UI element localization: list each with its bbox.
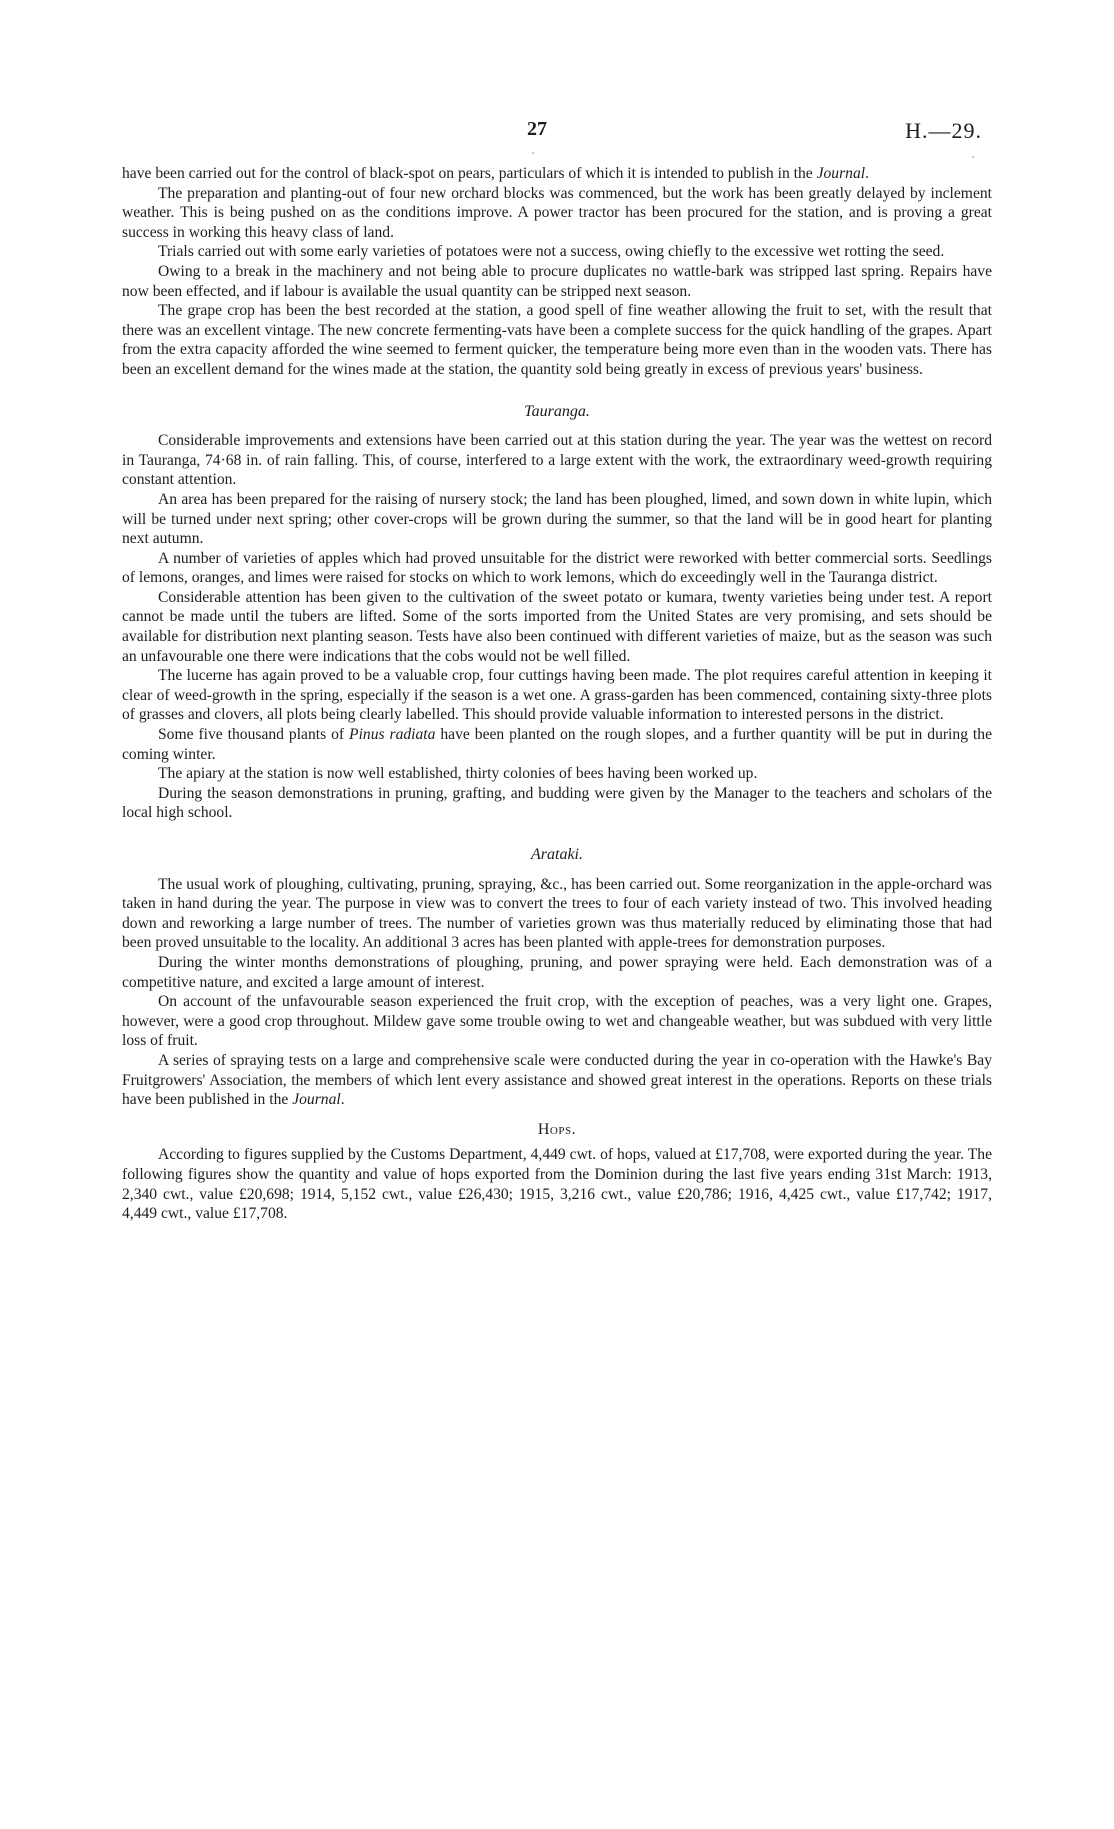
paragraph: During the season demonstrations in pruning, grafting, and budding were given by the Manager to the teachers and scholars of the local high school. — [122, 784, 992, 822]
paragraph: The preparation and planting-out of four new orchard blocks was commenced, but the work has been greatly delayed by inclement weather. This is being pushed on as the conditions improve. A power tractor has been procured for the station, and is proving a great success in working this heavy class of land. — [122, 184, 992, 241]
scan-speck — [972, 156, 974, 158]
section-hops — [122, 1120, 992, 1224]
page-body — [122, 164, 992, 1224]
section-arataki — [122, 845, 992, 1110]
page-header — [0, 118, 1114, 148]
paragraph: During the winter months demonstrations of ploughing, pruning, and power spraying were held. Each demonstration was of a competitive nature, and excited a large amount of interest. — [122, 953, 992, 991]
paragraph: The apiary at the station is now well established, thirty colonies of bees having been worked up. — [158, 765, 758, 783]
paragraph: According to figures supplied by the Customs Department, 4,449 cwt. of hops, valued at £17,708, were exported during the year. The following figures show the quantity and value of hops exported from the Dominion during the last five years ending 31st March: 1913, 2,340 cwt., value £20,698; 1914, 5,152 cwt., value £26,430; 1915, 3,216 cwt., value £20,786; 1916, 4,425 cwt., value £17,742; 1917, 4,449 cwt., value £17,708. — [122, 1146, 992, 1223]
section-heading-hops: Hops. — [537, 1120, 577, 1138]
section-tauranga — [122, 402, 992, 823]
paragraph: The grape crop has been the best recorded at the station, a good spell of fine weather allowing the fruit to set, with the result that there was an excellent vintage. The new concrete fermenting-vats have been a complete success for the quick handling of the grapes. Apart from the extra capacity afforded the wine seemed to ferment quicker, the temperature being more even than in the wooden vats. There has been an excellent demand for the wines made at the station, the quantity sold being greatly in excess of previous years' business. — [122, 302, 992, 378]
italic-term: Journal — [816, 165, 866, 182]
paragraph: On account of the unfavourable season experienced the fruit crop, with the exception of peaches, was a very light one. Grapes, however, were a good crop throughout. Mildew gave some trouble owing to wet and changeable weather, but was subdued with very little loss of fruit. — [122, 993, 992, 1050]
paragraph: Some five thousand plants of Pinus radiata have been planted on the rough slopes, and a further quantity will be put in during the coming winter. — [122, 726, 992, 763]
paragraph: A number of varieties of apples which had proved unsuitable for the district were reworked with better commercial sorts. Seedlings of lemons, oranges, and limes were raised for stocks on which to work lemons, which do exceedingly well in the Tauranga district. — [122, 549, 992, 587]
section-heading-tauranga: Tauranga. — [524, 402, 590, 420]
paragraph: have been carried out for the control of black-spot on pears, particulars of which it is intended to publish in the Journal. — [122, 165, 870, 182]
paragraph: Trials carried out with some early varieties of potatoes were not a success, owing chiefly to the excessive wet rotting the seed. — [158, 243, 945, 261]
italic-term: Pinus radiata — [349, 726, 436, 744]
page-number: 27 — [527, 118, 547, 140]
paragraph: An area has been prepared for the raising of nursery stock; the land has been ploughed, limed, and sown down in white lupin, which will be turned under next spring; other cover-crops will be grown during the summer, so that the land will be in good heart for planting next autumn. — [122, 490, 992, 548]
section-heading-arataki: Arataki. — [531, 846, 583, 863]
paragraph: The usual work of ploughing, cultivating, pruning, spraying, &c., has been carried out. Some reorganization in the apple-orchard was taken in hand during the year. The purpose in view was to convert the trees to four of each variety instead of two. This involved heading down and reworking a large number of trees. The number of varieties grown was thus materially reduced by eliminating those that had been proved unsuitable to the locality. An additional 3 acres has been planted with apple-trees for demonstration purposes. — [122, 875, 992, 952]
document-reference: H.—29. — [905, 118, 982, 143]
paragraph: Considerable attention has been given to the cultivation of the sweet potato or kumara, twenty varieties being under test. A report cannot be made until the tubers are lifted. Some of the sorts imported from the United States are very promising, and sets should be available for distribution next planting season. Tests have also been continued with different varieties of maize, but as the season was such an unfavourable one there were indications that the cobs would not be well filled. — [122, 588, 992, 665]
paragraph: The lucerne has again proved to be a valuable crop, four cuttings having been made. The plot requires careful attention in keeping it clear of weed-growth in the spring, especially if the season is a wet one. A grass-garden has been commenced, containing sixty-three plots of grasses and clovers, all plots being clearly labelled. This should provide valuable information to interested persons in the district. — [122, 667, 992, 724]
paragraph: A series of spraying tests on a large and comprehensive scale were conducted during the year in co-operation with the Hawke's Bay Fruitgrowers' Association, the members of which lent every assistance and showed great interest in the operations. Reports on these trials have been published in the Journal. — [122, 1051, 992, 1109]
scan-speck — [532, 152, 534, 154]
paragraph: Considerable improvements and extensions have been carried out at this station during the year. The year was the wettest on record in Tauranga, 74·68 in. of rain falling. This, of course, interfered to a large extent with the work, the extraordinary weed-growth requiring constant attention. — [122, 432, 992, 489]
paragraph: Owing to a break in the machinery and not being able to procure duplicates no wattle-bark was stripped last spring. Repairs have now been effected, and if labour is available the usual quantity can be stripped next season. — [122, 262, 992, 300]
italic-term: Journal — [292, 1091, 341, 1109]
section-continuation — [122, 164, 992, 380]
